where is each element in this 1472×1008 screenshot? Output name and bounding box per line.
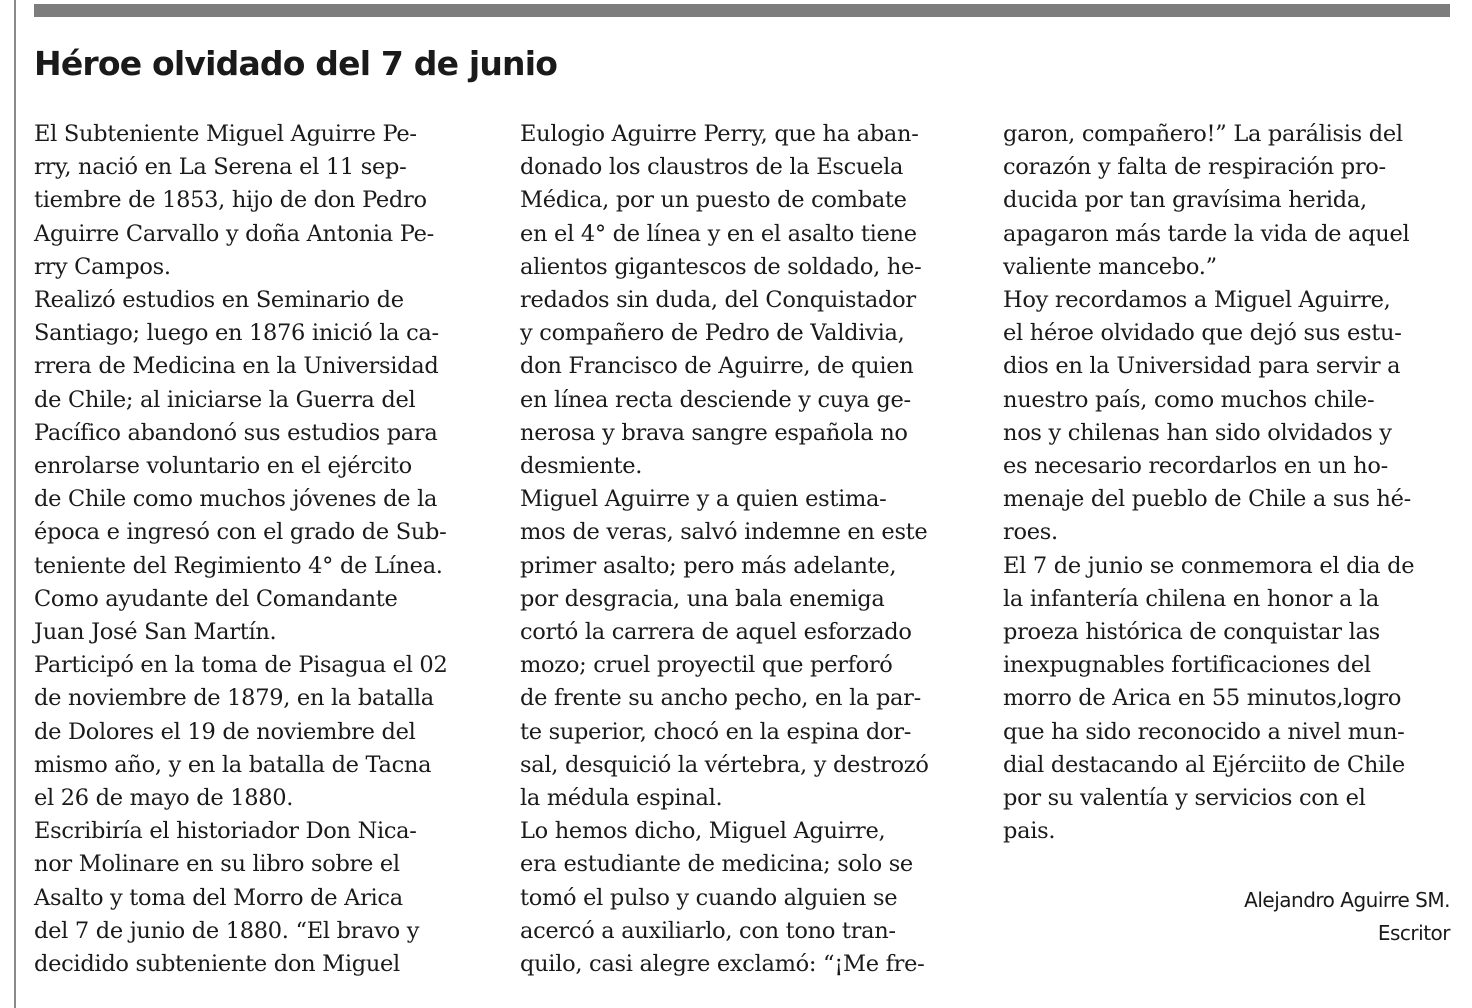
text-line: Eulogio Aguirre Perry, que ha aban-	[520, 121, 919, 147]
author-role: Escritor	[1377, 921, 1450, 945]
text-line: Juan José San Martín.	[34, 619, 277, 646]
text-line: acercó a auxiliarlo, con tono tran-	[520, 917, 896, 944]
text-line: El Subteniente Miguel Aguirre Pe-	[34, 121, 417, 147]
text-line: alientos gigantescos de soldado, he-	[520, 253, 922, 280]
left-margin-rule	[14, 0, 16, 1008]
text-line: proeza histórica de conquistar las	[1003, 619, 1380, 646]
text-line: redados sin duda, del Conquistador	[520, 287, 916, 314]
text-line: de noviembre de 1879, en la batalla	[34, 685, 434, 712]
text-line: rrera de Medicina en la Universidad	[34, 353, 439, 380]
text-line: Pacífico abandonó sus estudios para	[34, 419, 438, 446]
text-line: es necesario recordarlos en un ho-	[1003, 453, 1388, 480]
text-line: Realizó estudios en Seminario de	[34, 287, 404, 314]
text-line: nuestro país, como muchos chile-	[1003, 386, 1375, 413]
text-line: del 7 de junio de 1880. “El bravo y	[34, 917, 420, 944]
text-line: morro de Arica en 55 minutos,logro	[1003, 685, 1402, 712]
text-line: mismo año, y en la batalla de Tacna	[34, 751, 432, 778]
text-line: nerosa y brava sangre española no	[520, 419, 908, 446]
text-line: dios en la Universidad para servir a	[1003, 353, 1401, 380]
text-line: Hoy recordamos a Miguel Aguirre,	[1003, 287, 1391, 314]
text-line: valiente mancebo.”	[1003, 253, 1217, 280]
text-line: la médula espinal.	[520, 785, 723, 812]
text-line: quilo, casi alegre exclamó: “¡Me fre-	[520, 951, 925, 978]
text-line: desmiente.	[520, 453, 643, 480]
text-line: rry Campos.	[34, 253, 171, 280]
text-line: tomó el pulso y cuando alguien se	[520, 884, 898, 911]
text-line: enrolarse voluntario en el ejército	[34, 453, 412, 480]
text-line: Asalto y toma del Morro de Arica	[34, 884, 403, 911]
text-line: Lo hemos dicho, Miguel Aguirre,	[520, 818, 886, 845]
article-column-2	[520, 118, 970, 981]
text-line: teniente del Regimiento 4° de Línea.	[34, 552, 443, 579]
text-line: Escribiría el historiador Don Nica-	[34, 818, 417, 845]
text-line: cortó la carrera de aquel esforzado	[520, 619, 912, 646]
text-line: ducida por tan gravísima herida,	[1003, 187, 1367, 214]
text-line: te superior, chocó en la espina dor-	[520, 718, 912, 745]
text-line: la infantería chilena en honor a la	[1003, 585, 1380, 612]
text-line: en el 4° de línea y en el asalto tiene	[520, 220, 917, 247]
text-line: nor Molinare en su libro sobre el	[34, 851, 400, 878]
text-line: rry, nació en La Serena el 11 sep-	[34, 154, 407, 181]
text-line: decidido subteniente don Miguel	[34, 951, 400, 978]
author-name: Alejandro Aguirre SM.	[1244, 888, 1450, 912]
text-line: Participó en la toma de Pisagua el 02	[34, 652, 448, 679]
text-line: sal, desquició la vértebra, y destrozó	[520, 751, 929, 778]
text-line: nos y chilenas han sido olvidados y	[1003, 419, 1392, 446]
text-line: primer asalto; pero más adelante,	[520, 552, 897, 579]
text-line: garon, compañero!” La parálisis del	[1003, 121, 1403, 147]
text-line: menaje del pueblo de Chile a sus hé-	[1003, 486, 1411, 513]
text-line: y compañero de Pedro de Valdivia,	[520, 320, 905, 347]
text-line: Médica, por un puesto de combate	[520, 187, 907, 214]
text-line: donado los claustros de la Escuela	[520, 154, 904, 181]
text-line: corazón y falta de respiración pro-	[1003, 154, 1386, 181]
text-line: de Dolores el 19 de noviembre del	[34, 718, 416, 745]
text-line: roes.	[1003, 519, 1058, 546]
text-line: El 7 de junio se conmemora el dia de	[1003, 552, 1415, 579]
article-column-3	[1003, 118, 1458, 848]
text-line: Santiago; luego en 1876 inició la ca-	[34, 320, 439, 347]
text-line: mos de veras, salvó indemne en este	[520, 519, 928, 546]
text-line: era estudiante de medicina; solo se	[520, 851, 913, 878]
article-column-1	[34, 118, 484, 981]
text-line: don Francisco de Aguirre, de quien	[520, 353, 914, 380]
text-line: que ha sido reconocido a nivel mun-	[1003, 718, 1405, 745]
text-line: de Chile como muchos jóvenes de la	[34, 486, 438, 513]
text-line: por desgracia, una bala enemiga	[520, 585, 885, 612]
text-line: apagaron más tarde la vida de aquel	[1003, 220, 1410, 247]
author-signature	[1244, 884, 1450, 950]
text-line: pais.	[1003, 818, 1056, 845]
article-headline: Héroe olvidado del 7 de junio	[34, 44, 558, 83]
text-line: época e ingresó con el grado de Sub-	[34, 519, 447, 546]
text-line: mozo; cruel proyectil que perforó	[520, 652, 893, 679]
text-line: de Chile; al iniciarse la Guerra del	[34, 386, 416, 413]
text-line: Miguel Aguirre y a quien estima-	[520, 486, 887, 513]
text-line: tiembre de 1853, hijo de don Pedro	[34, 187, 427, 214]
text-line: dial destacando al Ejérciito de Chile	[1003, 751, 1405, 778]
text-line: Aguirre Carvallo y doña Antonia Pe-	[34, 220, 434, 247]
top-divider-bar	[34, 4, 1450, 17]
text-line: el héroe olvidado que dejó sus estu-	[1003, 320, 1402, 347]
text-line: en línea recta desciende y cuya ge-	[520, 386, 911, 413]
text-line: inexpugnables fortificaciones del	[1003, 652, 1371, 679]
text-line: el 26 de mayo de 1880.	[34, 785, 294, 812]
text-line: por su valentía y servicios con el	[1003, 785, 1366, 812]
text-line: Como ayudante del Comandante	[34, 585, 398, 612]
text-line: de frente su ancho pecho, en la par-	[520, 685, 921, 712]
